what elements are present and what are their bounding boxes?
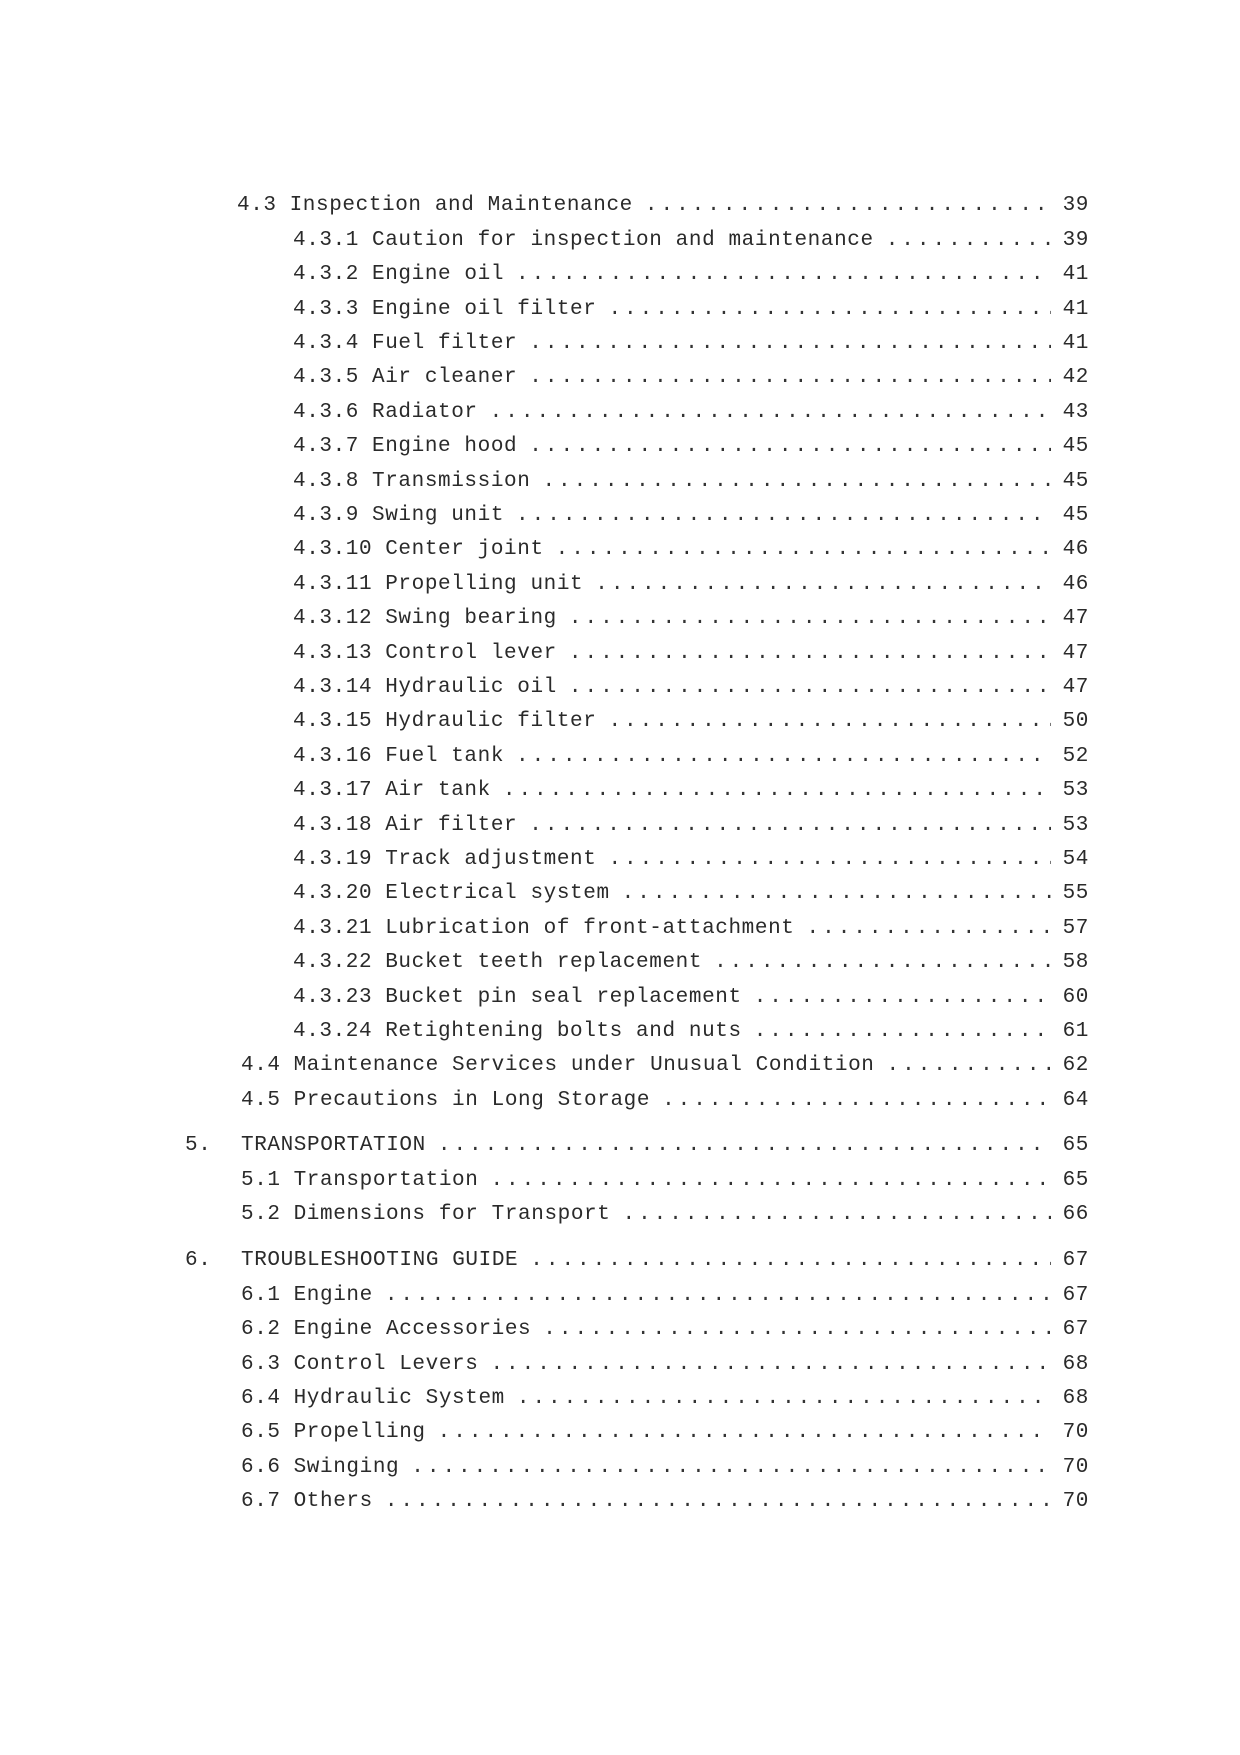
toc-item bbox=[293, 329, 1089, 359]
toc-entry-page: 57 bbox=[1062, 917, 1089, 940]
toc-entry-page: 68 bbox=[1062, 1387, 1089, 1410]
dot-leader bbox=[529, 363, 1051, 393]
toc-entry-number: 4.3.12 bbox=[293, 607, 373, 630]
toc-entry-number: 4.3.6 bbox=[293, 401, 360, 424]
toc-entry-page: 46 bbox=[1062, 538, 1089, 561]
toc-entry-number: 4.3.14 bbox=[293, 676, 373, 699]
toc-entry-number: 4.3.13 bbox=[293, 642, 373, 665]
toc-entry-number: 6.5 bbox=[241, 1421, 281, 1444]
toc-item bbox=[293, 914, 1089, 944]
toc-entry-title: Control lever bbox=[385, 642, 557, 665]
dot-leader bbox=[530, 1246, 1051, 1276]
toc-entry-page: 47 bbox=[1062, 642, 1089, 665]
toc-entry-page: 41 bbox=[1062, 298, 1089, 321]
toc-entry-page: 70 bbox=[1062, 1490, 1089, 1513]
dot-leader bbox=[569, 673, 1051, 703]
dot-leader bbox=[608, 295, 1051, 325]
dot-leader bbox=[516, 742, 1051, 772]
toc-entry-page: 50 bbox=[1062, 710, 1089, 733]
toc-entry-page: 42 bbox=[1062, 366, 1089, 389]
toc-entry-number: 4.5 bbox=[241, 1089, 281, 1112]
toc-chapter-number: 6. bbox=[185, 1249, 212, 1272]
toc-item bbox=[293, 845, 1089, 875]
toc-entry-number: 4.3.8 bbox=[293, 470, 360, 493]
toc-entry-page: 70 bbox=[1062, 1421, 1089, 1444]
toc-item bbox=[293, 811, 1089, 841]
toc-entry-number: 4.3.21 bbox=[293, 917, 373, 940]
toc-entry-number: 4.3.15 bbox=[293, 710, 373, 733]
dot-leader bbox=[516, 260, 1051, 290]
dot-leader bbox=[569, 604, 1051, 634]
dot-leader bbox=[529, 329, 1051, 359]
toc-entry-page: 64 bbox=[1062, 1089, 1089, 1112]
toc-entry-number: 4.3 bbox=[237, 194, 277, 217]
toc-item bbox=[293, 776, 1089, 806]
toc-entry-title: Hydraulic System bbox=[293, 1387, 505, 1410]
toc-item bbox=[293, 226, 1089, 256]
toc-entry-page: 46 bbox=[1062, 573, 1089, 596]
toc-entry-title: Caution for inspection and maintenance bbox=[372, 229, 874, 252]
toc-item bbox=[241, 1453, 1089, 1483]
toc-item bbox=[293, 432, 1089, 462]
toc-entry-title: Air cleaner bbox=[372, 366, 518, 389]
toc-entry-page: 52 bbox=[1062, 745, 1089, 768]
toc-entry-number: 4.3.20 bbox=[293, 882, 373, 905]
toc-entry-title: Fuel tank bbox=[385, 745, 505, 768]
dot-leader bbox=[569, 639, 1051, 669]
dot-leader bbox=[754, 983, 1051, 1013]
toc-item bbox=[241, 1315, 1089, 1345]
dot-leader bbox=[887, 1051, 1052, 1081]
toc-item bbox=[293, 879, 1089, 909]
toc-entry-title: Engine Accessories bbox=[293, 1318, 532, 1341]
toc-entry-number: 4.3.19 bbox=[293, 848, 373, 871]
toc-item bbox=[293, 742, 1089, 772]
toc-entry-page: 41 bbox=[1062, 332, 1089, 355]
toc-chapter-5 bbox=[185, 1131, 1089, 1161]
toc-entry-page: 66 bbox=[1062, 1203, 1089, 1226]
toc-entry-number: 4.3.16 bbox=[293, 745, 373, 768]
toc-entry-page: 58 bbox=[1062, 951, 1089, 974]
toc-section-4-5 bbox=[241, 1086, 1089, 1116]
toc-entry-title: Center joint bbox=[385, 538, 544, 561]
toc-entry-title: Engine oil bbox=[372, 263, 505, 286]
toc-entry-title: Hydraulic oil bbox=[385, 676, 557, 699]
toc-entry-number: 4.3.2 bbox=[293, 263, 360, 286]
toc-entry-page: 39 bbox=[1062, 194, 1089, 217]
toc-entry-page: 41 bbox=[1062, 263, 1089, 286]
toc-item bbox=[241, 1384, 1089, 1414]
toc-item bbox=[293, 604, 1089, 634]
toc-item bbox=[293, 673, 1089, 703]
toc-entry-number: 4.3.11 bbox=[293, 573, 373, 596]
toc-entry-page: 62 bbox=[1062, 1054, 1089, 1077]
dot-leader bbox=[714, 948, 1051, 978]
dot-leader bbox=[438, 1418, 1051, 1448]
dot-leader bbox=[622, 1200, 1051, 1230]
toc-entry-page: 47 bbox=[1062, 607, 1089, 630]
toc-entry-page: 61 bbox=[1062, 1020, 1089, 1043]
toc-entry-title: Swing bearing bbox=[385, 607, 557, 630]
toc-entry-page: 68 bbox=[1062, 1353, 1089, 1376]
toc-entry-page: 65 bbox=[1062, 1169, 1089, 1192]
toc-item bbox=[241, 1200, 1089, 1230]
dot-leader bbox=[438, 1131, 1051, 1161]
toc-item bbox=[293, 467, 1089, 497]
toc-entry-page: 39 bbox=[1062, 229, 1089, 252]
dot-leader bbox=[385, 1281, 1051, 1311]
dot-leader bbox=[385, 1487, 1051, 1517]
dot-leader bbox=[595, 570, 1051, 600]
toc-entry-number: 4.3.3 bbox=[293, 298, 360, 321]
dot-leader bbox=[608, 845, 1051, 875]
dot-leader bbox=[490, 1350, 1051, 1380]
toc-entry-number: 4.3.7 bbox=[293, 435, 360, 458]
toc-entry-number: 4.3.9 bbox=[293, 504, 360, 527]
toc-entry-page: 67 bbox=[1062, 1284, 1089, 1307]
toc-item bbox=[293, 260, 1089, 290]
toc-entry-title: Propelling unit bbox=[385, 573, 584, 596]
dot-leader bbox=[411, 1453, 1051, 1483]
dot-leader bbox=[490, 398, 1051, 428]
toc-entry-page: 70 bbox=[1062, 1456, 1089, 1479]
toc-entry-title: Air filter bbox=[385, 814, 518, 837]
toc-entry-number: 4.3.18 bbox=[293, 814, 373, 837]
toc-entry-page: 45 bbox=[1062, 435, 1089, 458]
dot-leader bbox=[556, 535, 1051, 565]
toc-section-4-4 bbox=[241, 1051, 1089, 1081]
toc-entry-page: 43 bbox=[1062, 401, 1089, 424]
toc-entry-page: 45 bbox=[1062, 504, 1089, 527]
dot-leader bbox=[517, 1384, 1051, 1414]
toc-entry-title: Engine hood bbox=[372, 435, 518, 458]
toc-entry-page: 45 bbox=[1062, 470, 1089, 493]
toc-entry-page: 55 bbox=[1062, 882, 1089, 905]
toc-item bbox=[293, 501, 1089, 531]
toc-item bbox=[241, 1418, 1089, 1448]
toc-entry-title: Air tank bbox=[385, 779, 491, 802]
toc-item bbox=[293, 535, 1089, 565]
toc-entry-number: 4.4 bbox=[241, 1054, 281, 1077]
toc-entry-title: Hydraulic filter bbox=[385, 710, 597, 733]
dot-leader bbox=[490, 1166, 1051, 1196]
toc-entry-number: 6.7 bbox=[241, 1490, 281, 1513]
toc-entry-page: 53 bbox=[1062, 779, 1089, 802]
toc-item bbox=[293, 948, 1089, 978]
toc-entry-page: 53 bbox=[1062, 814, 1089, 837]
toc-item bbox=[293, 295, 1089, 325]
dot-leader bbox=[529, 811, 1051, 841]
toc-section-4-3 bbox=[237, 191, 1089, 221]
toc-chapter-number: 5. bbox=[185, 1134, 212, 1157]
dot-leader bbox=[542, 467, 1051, 497]
toc-item bbox=[293, 570, 1089, 600]
toc-entry-number: 6.6 bbox=[241, 1456, 281, 1479]
toc-entry-number: 6.2 bbox=[241, 1318, 281, 1341]
toc-item bbox=[293, 983, 1089, 1013]
toc-entry-title: Others bbox=[293, 1490, 373, 1513]
toc-item bbox=[241, 1350, 1089, 1380]
toc-entry-page: 54 bbox=[1062, 848, 1089, 871]
toc-entry-number: 4.3.17 bbox=[293, 779, 373, 802]
toc-entry-title: Precautions in Long Storage bbox=[293, 1089, 651, 1112]
dot-leader bbox=[806, 914, 1051, 944]
dot-leader bbox=[529, 432, 1051, 462]
toc-entry-page: 47 bbox=[1062, 676, 1089, 699]
toc-entry-title: Dimensions for Transport bbox=[293, 1203, 611, 1226]
dot-leader bbox=[754, 1017, 1051, 1047]
toc-entry-number: 4.3.4 bbox=[293, 332, 360, 355]
dot-leader bbox=[886, 226, 1051, 256]
toc-entry-page: 65 bbox=[1062, 1134, 1089, 1157]
toc-entry-title: Swinging bbox=[293, 1456, 400, 1479]
dot-leader bbox=[622, 879, 1051, 909]
toc-entry-title: Bucket teeth replacement bbox=[385, 951, 703, 974]
toc-chapter-title: TROUBLESHOOTING GUIDE bbox=[241, 1249, 519, 1272]
toc-entry-number: 4.3.5 bbox=[293, 366, 360, 389]
dot-leader bbox=[608, 707, 1051, 737]
toc-entry-number: 6.3 bbox=[241, 1353, 281, 1376]
toc-entry-title: Track adjustment bbox=[385, 848, 597, 871]
toc-item bbox=[241, 1487, 1089, 1517]
toc-entry-page: 60 bbox=[1062, 986, 1089, 1009]
toc-entry-number: 4.3.22 bbox=[293, 951, 373, 974]
toc-item bbox=[293, 1017, 1089, 1047]
toc-entry-title: Lubrication of front-attachment bbox=[385, 917, 795, 940]
toc-entry-title: Engine bbox=[293, 1284, 373, 1307]
toc-entry-title: Transportation bbox=[293, 1169, 479, 1192]
dot-leader bbox=[503, 776, 1051, 806]
toc-item bbox=[293, 639, 1089, 669]
dot-leader bbox=[516, 501, 1051, 531]
dot-leader bbox=[543, 1315, 1051, 1345]
toc-item bbox=[293, 398, 1089, 428]
toc-entry-title: Retightening bolts and nuts bbox=[385, 1020, 742, 1043]
toc-entry-number: 4.3.24 bbox=[293, 1020, 373, 1043]
toc-entry-title: Inspection and Maintenance bbox=[289, 194, 633, 217]
toc-entry-title: Electrical system bbox=[385, 882, 610, 905]
toc-entry-page: 67 bbox=[1062, 1318, 1089, 1341]
toc-item bbox=[293, 363, 1089, 393]
toc-entry-title: Propelling bbox=[293, 1421, 426, 1444]
toc-entry-number: 5.1 bbox=[241, 1169, 281, 1192]
toc-entry-title: Bucket pin seal replacement bbox=[385, 986, 742, 1009]
dot-leader bbox=[662, 1086, 1051, 1116]
toc-entry-title: Control Levers bbox=[293, 1353, 479, 1376]
toc-entry-title: Fuel filter bbox=[372, 332, 518, 355]
dot-leader bbox=[645, 191, 1051, 221]
toc-entry-number: 6.1 bbox=[241, 1284, 281, 1307]
toc-entry-title: Engine oil filter bbox=[372, 298, 597, 321]
toc-entry-title: Maintenance Services under Unusual Condition bbox=[293, 1054, 875, 1077]
toc-entry-number: 4.3.23 bbox=[293, 986, 373, 1009]
toc-entry-number: 6.4 bbox=[241, 1387, 281, 1410]
toc-entry-number: 4.3.1 bbox=[293, 229, 360, 252]
toc-item bbox=[293, 707, 1089, 737]
toc-item bbox=[241, 1281, 1089, 1311]
toc-entry-page: 67 bbox=[1062, 1249, 1089, 1272]
toc-entry-title: Swing unit bbox=[372, 504, 505, 527]
toc-entry-number: 4.3.10 bbox=[293, 538, 373, 561]
toc-entry-title: Transmission bbox=[372, 470, 531, 493]
toc-chapter-title: TRANSPORTATION bbox=[241, 1134, 426, 1157]
toc-entry-number: 5.2 bbox=[241, 1203, 281, 1226]
toc-chapter-6 bbox=[185, 1246, 1089, 1276]
toc-item bbox=[241, 1166, 1089, 1196]
toc-entry-title: Radiator bbox=[372, 401, 478, 424]
